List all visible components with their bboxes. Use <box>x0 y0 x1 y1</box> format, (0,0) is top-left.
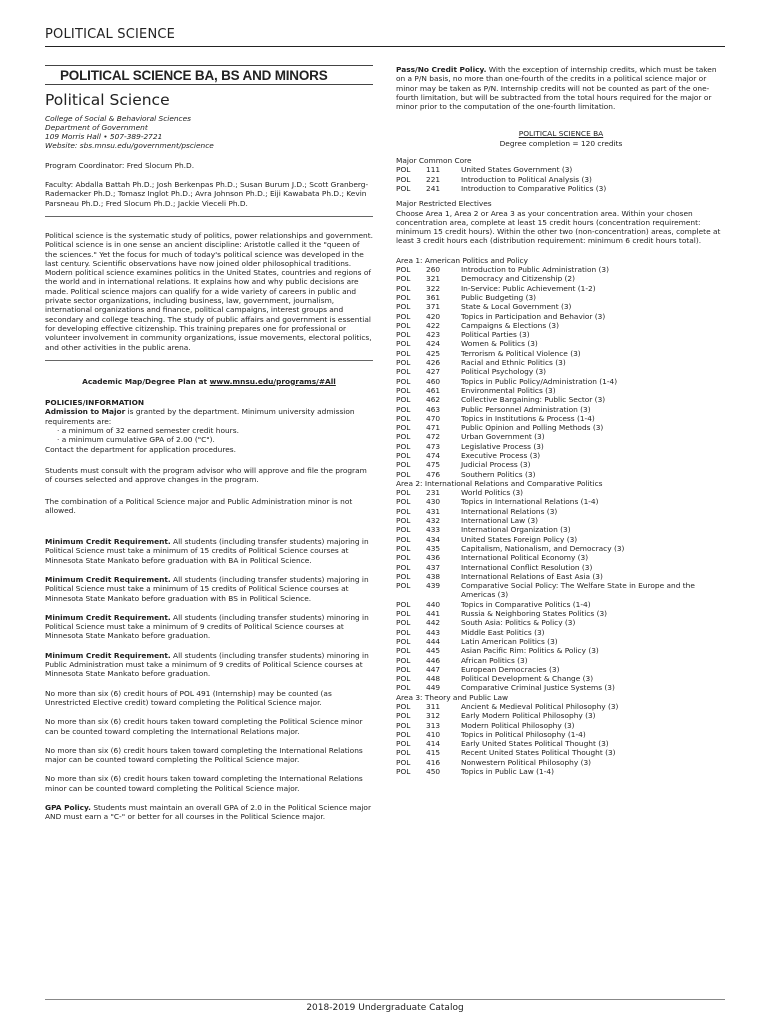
course-title: Public Personnel Administration (3) <box>461 404 591 414</box>
course-title: Ancient & Medieval Political Philosophy (3) <box>461 702 619 711</box>
course-row <box>396 302 726 311</box>
course-title: Asian Pacific Rim: Politics & Policy (3) <box>461 646 599 656</box>
course-subject: POL <box>396 525 411 535</box>
course-row <box>396 423 726 432</box>
course-title: South Asia: Politics & Policy (3) <box>461 618 576 628</box>
course-number: 433 <box>426 525 441 535</box>
course-row <box>396 702 726 711</box>
course-row <box>396 165 726 174</box>
course-number: 431 <box>426 506 441 516</box>
page-footer: 2018-2019 Undergraduate Catalog <box>306 1003 464 1013</box>
course-subject: POL <box>396 441 411 451</box>
course-title: International Political Economy (3) <box>461 553 589 563</box>
course-title: Introduction to Public Administration (3) <box>461 265 609 275</box>
course-number: 444 <box>426 636 441 646</box>
course-subject: POL <box>396 432 411 442</box>
course-number: 432 <box>426 516 441 526</box>
footer-rule <box>45 999 725 1000</box>
course-row <box>396 563 726 572</box>
course-row <box>396 414 726 423</box>
policy-note: No more than six (6) credit hours taken toward completing the International Relations minor can be counted toward completing the Political Science major. <box>45 774 363 793</box>
pnc-lead: Pass/No Credit Policy. <box>396 65 487 74</box>
course-subject: POL <box>396 516 411 526</box>
course-subject: POL <box>396 553 411 563</box>
course-subject: POL <box>396 376 411 386</box>
pnc-text: With the exception of internship credits, which must be taken on a P/N basis, no more than one-fourth of the credits in a political science major or minor may be taken as P/N. Internship credits will not be counted as part of the one-fourth limitation, but will be subtracted from the total hours required for the major or minor prior to the computation of the one-fourth limitation. <box>396 65 717 112</box>
course-number: 471 <box>426 423 441 433</box>
requirement-paragraph <box>45 575 373 603</box>
gpa-policy-lead: GPA Policy. <box>45 803 91 813</box>
course-title: Latin American Politics (3) <box>461 636 558 646</box>
course-row <box>396 274 726 283</box>
course-subject: POL <box>396 274 411 284</box>
course-number: 476 <box>426 469 441 479</box>
course-title: Political Development & Change (3) <box>461 674 594 684</box>
course-title: International Law (3) <box>461 516 539 526</box>
course-subject: POL <box>396 385 411 395</box>
course-number: 415 <box>426 748 441 758</box>
course-subject: POL <box>396 646 411 656</box>
course-title: Judicial Process (3) <box>461 460 531 470</box>
course-title: International Organization (3) <box>461 525 571 535</box>
course-title: Russia & Neighboring States Politics (3) <box>461 609 608 619</box>
course-row <box>396 349 726 358</box>
course-title: United States Foreign Policy (3) <box>461 534 578 544</box>
course-number: 260 <box>426 265 441 275</box>
course-row <box>396 711 726 720</box>
page-subtitle: Political Science <box>45 91 170 110</box>
gpa-policy-text: Students must maintain an overall GPA of 2.0 in the Political Science major AND must earn a "C-" or better for all courses in the Political Science major. <box>45 803 371 822</box>
course-number: 463 <box>426 404 441 414</box>
page-title: POLITICAL SCIENCE BA, BS AND MINORS <box>45 66 373 85</box>
course-subject: POL <box>396 627 411 637</box>
course-subject: POL <box>396 469 411 479</box>
contact-department: Department of Government <box>45 122 148 132</box>
course-subject: POL <box>396 543 411 553</box>
area1-course-list <box>396 265 726 479</box>
course-title: Comparative Social Policy: The Welfare State in Europe and the Americas (3) <box>461 581 695 600</box>
course-subject: POL <box>396 655 411 665</box>
course-subject: POL <box>396 664 411 674</box>
area2-course-list <box>396 488 726 693</box>
course-row <box>396 739 726 748</box>
course-row <box>396 386 726 395</box>
course-number: 446 <box>426 655 441 665</box>
contact-block <box>45 114 373 151</box>
requirement-lead: Minimum Credit Requirement. <box>45 537 171 547</box>
course-row <box>396 507 726 516</box>
course-title: Public Opinion and Polling Methods (3) <box>461 423 604 433</box>
course-row <box>396 674 726 683</box>
course-row <box>396 451 726 460</box>
course-row <box>396 175 726 184</box>
course-row <box>396 721 726 730</box>
course-number: 321 <box>426 274 441 284</box>
course-number: 322 <box>426 283 441 293</box>
course-number: 414 <box>426 739 441 749</box>
course-title: Racial and Ethnic Politics (3) <box>461 358 566 368</box>
core-heading: Major Common Core <box>396 156 472 166</box>
course-row <box>396 442 726 451</box>
course-subject: POL <box>396 674 411 684</box>
course-number: 313 <box>426 720 441 730</box>
course-number: 475 <box>426 460 441 470</box>
course-subject: POL <box>396 302 411 312</box>
area1-heading: Area 1: American Politics and Policy <box>396 255 528 265</box>
course-row <box>396 184 726 193</box>
course-row <box>396 572 726 581</box>
course-title: Executive Process (3) <box>461 450 541 460</box>
course-row <box>396 609 726 618</box>
course-title: World Politics (3) <box>461 488 524 498</box>
course-title: Capitalism, Nationalism, and Democracy (3) <box>461 543 625 553</box>
course-subject: POL <box>396 757 411 767</box>
course-subject: POL <box>396 413 411 423</box>
course-subject: POL <box>396 165 411 175</box>
pass-no-credit-policy <box>396 65 726 111</box>
course-row <box>396 683 726 692</box>
course-title: Southern Politics (3) <box>461 469 536 479</box>
course-subject: POL <box>396 599 411 609</box>
course-title: Terrorism & Political Violence (3) <box>461 348 581 358</box>
requirement-lead: Minimum Credit Requirement. <box>45 650 171 660</box>
course-subject: POL <box>396 748 411 758</box>
course-row <box>396 767 726 776</box>
academic-map <box>45 377 373 386</box>
course-row <box>396 377 726 386</box>
course-number: 441 <box>426 609 441 619</box>
course-number: 474 <box>426 450 441 460</box>
course-row <box>396 535 726 544</box>
course-number: 472 <box>426 432 441 442</box>
requirement-paragraph <box>45 651 373 679</box>
course-subject: POL <box>396 702 411 711</box>
course-subject: POL <box>396 618 411 628</box>
course-number: 422 <box>426 320 441 330</box>
course-subject: POL <box>396 339 411 349</box>
course-row <box>396 646 726 655</box>
program-coordinator: Program Coordinator: Fred Slocum Ph.D. <box>45 160 195 170</box>
course-subject: POL <box>396 460 411 470</box>
requirement-lead: Minimum Credit Requirement. <box>45 574 171 584</box>
course-row <box>396 405 726 414</box>
course-title: Early United States Political Thought (3) <box>461 739 609 749</box>
course-title: Recent United States Political Thought (3) <box>461 748 616 758</box>
course-number: 438 <box>426 571 441 581</box>
course-number: 312 <box>426 711 441 721</box>
course-number: 449 <box>426 683 441 693</box>
course-number: 430 <box>426 497 441 507</box>
course-number: 470 <box>426 413 441 423</box>
course-row <box>396 665 726 674</box>
course-row <box>396 312 726 321</box>
course-title: Collective Bargaining: Public Sector (3) <box>461 395 606 405</box>
course-subject: POL <box>396 404 411 414</box>
course-subject: POL <box>396 423 411 433</box>
course-number: 425 <box>426 348 441 358</box>
course-title: Middle East Politics (3) <box>461 627 545 637</box>
course-number: 439 <box>426 581 441 591</box>
course-row <box>396 265 726 274</box>
course-number: 427 <box>426 367 441 377</box>
course-number: 241 <box>426 183 441 193</box>
course-row <box>396 284 726 293</box>
course-subject: POL <box>396 488 411 498</box>
course-number: 361 <box>426 292 441 302</box>
course-row <box>396 600 726 609</box>
course-title: Comparative Criminal Justice Systems (3) <box>461 683 615 693</box>
course-subject: POL <box>396 395 411 405</box>
course-subject: POL <box>396 636 411 646</box>
course-title: European Democracies (3) <box>461 664 560 674</box>
course-subject: POL <box>396 729 411 739</box>
course-number: 371 <box>426 302 441 312</box>
course-title: Nonwestern Political Philosophy (3) <box>461 757 592 767</box>
course-number: 462 <box>426 395 441 405</box>
course-number: 423 <box>426 330 441 340</box>
course-title: Campaigns & Elections (3) <box>461 320 560 330</box>
course-row <box>396 488 726 497</box>
course-row <box>396 293 726 302</box>
course-number: 231 <box>426 488 441 498</box>
requirement-lead: Minimum Credit Requirement. <box>45 612 171 622</box>
requirement-text: All students (including transfer students) majoring in Political Science must take a minimum of 15 credits of Political Science courses at Minnesota State Mankato before graduation with BA in Political Science. <box>45 537 369 565</box>
course-number: 445 <box>426 646 441 656</box>
policy-note: No more than six (6) credit hours of POL 491 (Internship) may be counted (as Unrestricted Elective credit) toward completing the Political Science major. <box>45 688 332 707</box>
course-title: Topics in Public Law (1-4) <box>461 767 554 777</box>
course-row <box>396 395 726 404</box>
restricted-text: Choose Area 1, Area 2 or Area 3 as your concentration area. Within your chosen concentration area, complete at least 15 credit hours (concentration requirement: minimum 15 credit hours). Within the other two (non-concentration) areas, complete at least 3 credit hours each (distribution requirement: minimum 6 credit hours total). <box>396 208 721 246</box>
course-number: 435 <box>426 543 441 553</box>
bullet-gpa: · a minimum cumulative GPA of 2.00 ("C"). <box>57 435 215 445</box>
right-column <box>396 65 726 776</box>
course-subject: POL <box>396 562 411 572</box>
area3-course-list <box>396 702 726 776</box>
course-subject: POL <box>396 348 411 358</box>
requirement-text: All students (including transfer students) minoring in Political Science must take a minimum of 9 credits of Political Science courses at Minnesota State Mankato before graduation. <box>45 612 369 641</box>
policies-heading: POLICIES/INFORMATION <box>45 398 145 408</box>
course-subject: POL <box>396 711 411 721</box>
contact-dept-note: Contact the department for application procedures. <box>45 444 236 454</box>
course-row <box>396 730 726 739</box>
course-subject: POL <box>396 265 411 275</box>
course-number: 443 <box>426 627 441 637</box>
course-number: 448 <box>426 674 441 684</box>
course-title: Topics in International Relations (1-4) <box>461 497 599 507</box>
course-row <box>396 330 726 339</box>
course-subject: POL <box>396 450 411 460</box>
course-subject: POL <box>396 683 411 693</box>
policy-note: No more than six (6) credit hours taken toward completing the Political Science minor can be counted toward completing the International Relations major. <box>45 717 363 736</box>
course-subject: POL <box>396 571 411 581</box>
bullet-credit-hours: · a minimum of 32 earned semester credit hours. <box>57 426 239 436</box>
course-row <box>396 497 726 506</box>
course-title: State & Local Government (3) <box>461 302 572 312</box>
course-number: 461 <box>426 385 441 395</box>
admission-text: is granted by the department. Minimum university admission requirements are: <box>45 407 355 426</box>
course-subject: POL <box>396 358 411 368</box>
course-number: 442 <box>426 618 441 628</box>
course-title: United States Government (3) <box>461 165 573 175</box>
course-title: Public Budgeting (3) <box>461 292 537 302</box>
course-subject: POL <box>396 311 411 321</box>
contact-address: 109 Morris Hall • 507-389-2721 <box>45 132 163 142</box>
core-course-list <box>396 165 726 193</box>
course-subject: POL <box>396 183 411 193</box>
course-row <box>396 516 726 525</box>
course-number: 437 <box>426 562 441 572</box>
course-title: Introduction to Political Analysis (3) <box>461 174 592 184</box>
course-number: 111 <box>426 165 441 175</box>
course-row <box>396 432 726 441</box>
course-number: 440 <box>426 599 441 609</box>
course-row <box>396 321 726 330</box>
course-subject: POL <box>396 330 411 340</box>
course-subject: POL <box>396 720 411 730</box>
course-row <box>396 358 726 367</box>
admission-paragraph <box>45 407 373 426</box>
requirement-text: All students (including transfer students) minoring in Public Administration must take a minimum of 9 credits of Political Science courses at Minnesota State Mankato before graduation. <box>45 650 369 679</box>
course-number: 436 <box>426 553 441 563</box>
course-row <box>396 628 726 637</box>
course-number: 426 <box>426 358 441 368</box>
course-title: Introduction to Comparative Politics (3) <box>461 183 607 193</box>
course-title: Modern Political Philosophy (3) <box>461 720 575 730</box>
running-header: POLITICAL SCIENCE <box>45 27 725 47</box>
left-column <box>45 65 373 822</box>
combination-note: The combination of a Political Science major and Public Administration minor is not allowed. <box>45 496 353 515</box>
course-subject: POL <box>396 506 411 516</box>
course-subject: POL <box>396 609 411 619</box>
course-number: 460 <box>426 376 441 386</box>
course-title: Topics in Comparative Politics (1-4) <box>461 599 591 609</box>
course-row <box>396 339 726 348</box>
course-title: Environmental Politics (3) <box>461 385 556 395</box>
course-number: 221 <box>426 174 441 184</box>
course-row <box>396 367 726 376</box>
course-subject: POL <box>396 767 411 777</box>
admission-lead: Admission to Major <box>45 407 126 417</box>
course-title: Political Parties (3) <box>461 330 530 340</box>
requirement-text: All students (including transfer students) majoring in Political Science must take a minimum of 15 credits of Political Science courses at Minnesota State Mankato before graduation with BS in Political Science. <box>45 574 369 603</box>
area2-heading: Area 2: International Relations and Comparative Politics <box>396 478 603 488</box>
course-title: International Relations (3) <box>461 506 558 516</box>
course-subject: POL <box>396 174 411 184</box>
course-row <box>396 553 726 562</box>
course-row <box>396 581 726 600</box>
course-subject: POL <box>396 292 411 302</box>
course-number: 420 <box>426 311 441 321</box>
gpa-policy <box>45 803 373 822</box>
course-title: International Relations of East Asia (3) <box>461 571 603 581</box>
course-subject: POL <box>396 367 411 377</box>
course-subject: POL <box>396 320 411 330</box>
degree-completion: Degree completion = 120 credits <box>499 138 623 148</box>
course-title: Topics in Participation and Behavior (3) <box>461 311 606 321</box>
course-number: 416 <box>426 757 441 767</box>
course-title: Urban Government (3) <box>461 432 545 442</box>
course-title: Political Psychology (3) <box>461 367 547 377</box>
course-row <box>396 758 726 767</box>
course-row <box>396 470 726 479</box>
course-title: Legislative Process (3) <box>461 441 544 451</box>
course-row <box>396 460 726 469</box>
requirement-paragraph <box>45 613 373 641</box>
course-number: 311 <box>426 702 441 711</box>
course-number: 434 <box>426 534 441 544</box>
restricted-heading: Major Restricted Electives <box>396 199 492 209</box>
course-title: International Conflict Resolution (3) <box>461 562 593 572</box>
course-subject: POL <box>396 283 411 293</box>
intro-paragraph: Political science is the systematic study of politics, power relationships and government. Political science is in one sense an ancient discipline: Aristotle called it the "queen of the sciences." Yet the focus for much of today's political science was developed in the last century. Scientific observations have now joined older philosophical traditions. Modern political science examines politics in the United States, countries and regions of the world and in international relations. It explains how and why public decisions are made. Political science majors can qualify for a wide variety of careers in public and private sector organizations, including business, law, government, journalism, international organizations and finance, political campaigns, interest groups and secondary and college teaching. The study of public affairs and government is essential for developing effective citizenship. This training prepares one for professional or volunteer involvement in community organizations, issue movements, electoral politics, and other activities in the public arena. <box>45 230 373 352</box>
contact-college: College of Social & Behavioral Sciences <box>45 113 192 123</box>
course-title: Topics in Institutions & Process (1-4) <box>461 413 595 423</box>
course-subject: POL <box>396 534 411 544</box>
area3-heading: Area 3: Theory and Public Law <box>396 692 509 702</box>
advisor-note: Students must consult with the program advisor who will approve and file the program of courses selected and approve changes in the program. <box>45 465 367 485</box>
course-row <box>396 525 726 534</box>
policy-note: No more than six (6) credit hours taken toward completing the International Relations major can be counted toward completing the Political Science major. <box>45 745 363 765</box>
course-number: 424 <box>426 339 441 349</box>
course-title: Topics in Public Policy/Administration (1-4) <box>461 376 618 386</box>
faculty-list: Faculty: Abdalla Battah Ph.D.; Josh Berkenpas Ph.D.; Susan Burum J.D.; Scott Granberg-Rademacker Ph.D.; Tomasz Inglot Ph.D.; Avra Johnson Ph.D.; Eiji Kawabata Ph.D.; Kevin Parsneau Ph.D.; Fred Slocum Ph.D.; Jackie Vieceli Ph.D. <box>45 180 369 208</box>
course-number: 410 <box>426 729 441 739</box>
requirement-paragraph <box>45 537 373 565</box>
course-row <box>396 748 726 757</box>
academic-map-link[interactable]: www.mnsu.edu/programs/#All <box>209 376 336 386</box>
divider <box>45 360 373 361</box>
course-subject: POL <box>396 497 411 507</box>
course-title: African Politics (3) <box>461 655 528 665</box>
course-row <box>396 637 726 646</box>
academic-map-label: Academic Map/Degree Plan at <box>82 376 210 386</box>
course-title: Topics in Political Philosophy (1-4) <box>461 729 586 739</box>
course-title: In-Service: Public Achievement (1-2) <box>461 283 596 293</box>
course-title: Early Modern Political Philosophy (3) <box>461 711 596 721</box>
course-row <box>396 618 726 627</box>
course-row <box>396 656 726 665</box>
contact-website[interactable]: Website: sbs.mnsu.edu/government/pscience <box>45 141 214 151</box>
course-number: 447 <box>426 664 441 674</box>
course-subject: POL <box>396 739 411 749</box>
course-number: 450 <box>426 767 441 777</box>
course-title: Women & Politics (3) <box>461 339 538 349</box>
course-row <box>396 544 726 553</box>
degree-title: POLITICAL SCIENCE BA <box>518 129 604 139</box>
course-number: 473 <box>426 441 441 451</box>
divider <box>45 216 373 217</box>
course-subject: POL <box>396 581 411 591</box>
course-title: Democracy and Citizenship (2) <box>461 274 576 284</box>
